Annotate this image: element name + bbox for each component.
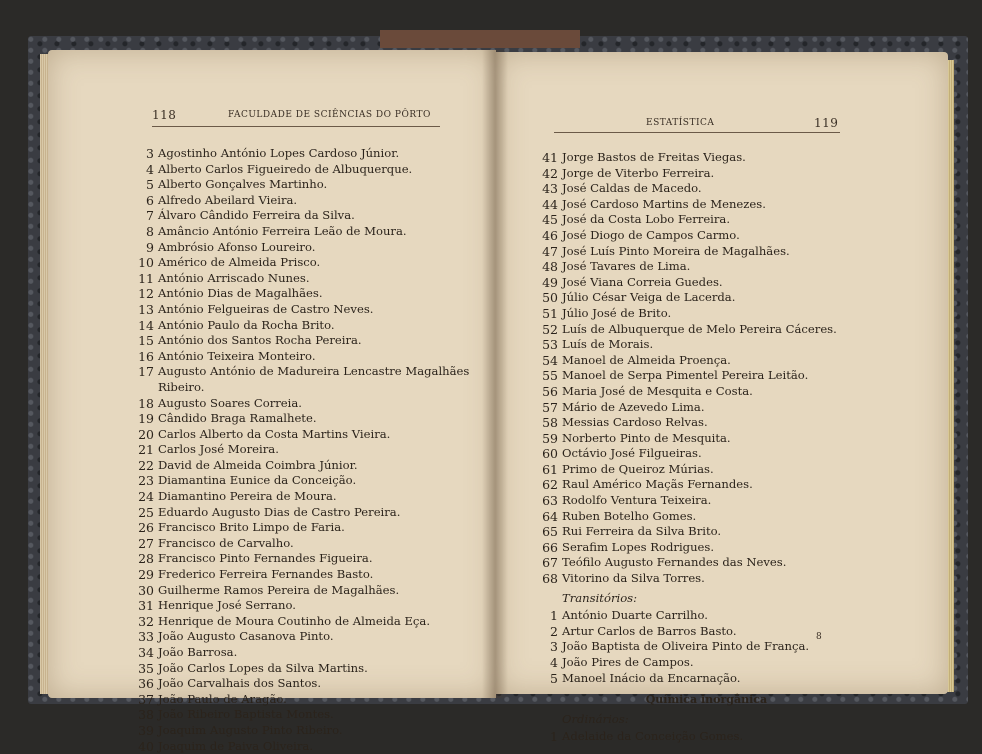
entry-number: 3 bbox=[146, 146, 154, 161]
entry-name: João Ribeiro Baptista Montes. bbox=[158, 707, 334, 722]
list-item bbox=[132, 536, 469, 552]
entry-number: 2 bbox=[550, 623, 558, 639]
entry-number: 17 bbox=[138, 364, 154, 380]
list-item bbox=[132, 505, 469, 521]
entry-name: Mário de Azevedo Lima. bbox=[562, 399, 705, 414]
list-item bbox=[536, 166, 837, 182]
entry-number: 15 bbox=[138, 333, 154, 349]
list-item bbox=[536, 306, 837, 322]
list-item bbox=[132, 614, 469, 630]
entry-name: Francisco Pinto Fernandes Figueira. bbox=[158, 551, 373, 566]
list-item bbox=[536, 571, 837, 587]
list-item bbox=[132, 489, 469, 505]
entry-name: António Arriscado Nunes. bbox=[158, 270, 310, 285]
entry-number: 35 bbox=[138, 660, 154, 676]
entry-number: 44 bbox=[542, 196, 558, 212]
entry-name: Amâncio António Ferreira Leão de Moura. bbox=[158, 223, 407, 238]
entry-number: 21 bbox=[138, 442, 154, 458]
entry-name: Francisco Brito Limpo de Faria. bbox=[158, 520, 345, 535]
header-rule bbox=[152, 126, 440, 127]
list-item bbox=[132, 661, 469, 677]
entry-name: Alberto Carlos Figueiredo de Albuquerque. bbox=[158, 161, 413, 176]
ordinarios-heading: Ordinários: bbox=[562, 711, 629, 726]
entry-name: Luís de Albuquerque de Melo Pereira Cáceres. bbox=[562, 321, 837, 336]
entry-name: Manoel de Serpa Pimentel Pereira Leitão. bbox=[562, 368, 809, 383]
entry-number: 55 bbox=[542, 368, 558, 384]
entry-number: 8 bbox=[146, 223, 154, 239]
entry-number: 20 bbox=[138, 426, 154, 442]
list-item bbox=[132, 146, 469, 162]
entry-name: António Paulo da Rocha Brito. bbox=[158, 317, 335, 332]
list-item bbox=[536, 212, 837, 228]
list-item bbox=[132, 567, 469, 583]
list-item bbox=[536, 197, 837, 213]
entry-number: 3 bbox=[550, 639, 558, 655]
entry-number: 64 bbox=[542, 508, 558, 524]
entry-name: Agostinho António Lopes Cardoso Júnior. bbox=[158, 146, 400, 160]
entry-number: 14 bbox=[138, 317, 154, 333]
entry-number: 4 bbox=[146, 161, 154, 177]
entry-number: 11 bbox=[138, 270, 154, 286]
list-item bbox=[536, 384, 837, 400]
list-item bbox=[536, 228, 837, 244]
list-item bbox=[132, 286, 469, 302]
entry-name: Adelaide da Conceição Gomes. bbox=[562, 729, 744, 744]
list-item bbox=[132, 723, 469, 739]
entry-name: José da Costa Lobo Ferreira. bbox=[562, 212, 731, 227]
entry-name: Joaquim de Paiva Oliveira. bbox=[158, 738, 314, 753]
entry-name: Alfredo Abeilard Vieira. bbox=[158, 192, 298, 207]
entry-number: 9 bbox=[146, 239, 154, 255]
entry-name: Carlos José Moreira. bbox=[158, 442, 279, 457]
list-item bbox=[536, 639, 837, 655]
entry-name: Serafim Lopes Rodrigues. bbox=[562, 539, 715, 554]
entry-name: Eduardo Augusto Dias de Castro Pereira. bbox=[158, 504, 401, 519]
entry-name: David de Almeida Coimbra Júnior. bbox=[158, 457, 358, 472]
entry-number: 22 bbox=[138, 457, 154, 473]
entry-name: João Pires de Campos. bbox=[562, 655, 694, 669]
entry-name: António Duarte Carrilho. bbox=[562, 608, 708, 623]
entry-number: 42 bbox=[542, 165, 558, 181]
list-item bbox=[132, 240, 469, 256]
list-item bbox=[132, 255, 469, 271]
list-item bbox=[132, 739, 469, 754]
entry-name: Júlio César Veiga de Lacerda. bbox=[562, 290, 736, 305]
entry-number: 41 bbox=[542, 150, 558, 165]
entry-name: Frederico Ferreira Fernandes Basto. bbox=[158, 567, 374, 582]
list-item bbox=[536, 244, 837, 260]
list-item bbox=[132, 364, 469, 380]
entry-name: Ambrósio Afonso Loureiro. bbox=[158, 239, 316, 254]
list-item bbox=[132, 442, 469, 458]
list-item bbox=[536, 462, 837, 478]
list-item bbox=[132, 349, 469, 365]
page-number: 118 bbox=[152, 108, 177, 122]
student-list-right bbox=[536, 150, 837, 745]
entry-number: 39 bbox=[138, 722, 154, 738]
entry-number: 1 bbox=[550, 729, 558, 745]
entry-number: 66 bbox=[542, 539, 558, 555]
entry-number: 37 bbox=[138, 691, 154, 707]
entry-name: José Caldas de Macedo. bbox=[562, 181, 702, 196]
entry-number: 57 bbox=[542, 399, 558, 415]
list-item bbox=[132, 520, 469, 536]
entry-number: 63 bbox=[542, 493, 558, 509]
list-item bbox=[536, 259, 837, 275]
list-item bbox=[132, 318, 469, 334]
entry-number: 59 bbox=[542, 430, 558, 446]
entry-name: João Carlos Lopes da Silva Martins. bbox=[158, 660, 368, 675]
entry-name: Ribeiro. bbox=[158, 379, 205, 394]
entry-name: Augusto António de Madureira Lencastre Magalhães bbox=[158, 364, 470, 379]
entry-name: Américo de Almeida Prisco. bbox=[158, 255, 321, 270]
entry-name: António Felgueiras de Castro Neves. bbox=[158, 301, 374, 316]
entry-number: 26 bbox=[138, 520, 154, 536]
student-list bbox=[132, 146, 469, 754]
list-item bbox=[536, 431, 837, 447]
running-head: FACULDADE DE SCIÊNCIAS DO PÔRTO bbox=[228, 110, 431, 120]
entry-name: Henrique José Serrano. bbox=[158, 598, 296, 613]
list-item bbox=[132, 224, 469, 240]
entry-number: 32 bbox=[138, 613, 154, 629]
entry-number: 29 bbox=[138, 567, 154, 583]
entry-name: Raul Américo Maçãs Fernandes. bbox=[562, 477, 753, 492]
list-item bbox=[132, 208, 469, 224]
entry-number: 6 bbox=[146, 192, 154, 208]
list-item bbox=[536, 415, 837, 431]
entry-number: 61 bbox=[542, 461, 558, 477]
list-item bbox=[536, 608, 837, 624]
entry-number: 7 bbox=[146, 208, 154, 224]
entry-name: Artur Carlos de Barros Basto. bbox=[562, 623, 737, 638]
entry-number: 27 bbox=[138, 535, 154, 551]
entry-name: Manoel Inácio da Encarnação. bbox=[562, 670, 741, 685]
header-rule bbox=[554, 132, 840, 133]
entry-name: João Augusto Casanova Pinto. bbox=[158, 629, 334, 644]
list-item bbox=[132, 629, 469, 645]
list-item bbox=[132, 598, 469, 614]
entry-name: Henrique de Moura Coutinho de Almeida Eça. bbox=[158, 613, 431, 628]
entry-number: 19 bbox=[138, 411, 154, 427]
entry-name: José Luís Pinto Moreira de Magalhães. bbox=[562, 243, 790, 258]
entry-number: 33 bbox=[138, 629, 154, 645]
list-item bbox=[132, 458, 469, 474]
entry-name: Messias Cardoso Relvas. bbox=[562, 415, 708, 430]
list-item bbox=[132, 333, 469, 349]
entry-name: Maria José de Mesquita e Costa. bbox=[562, 383, 753, 398]
entry-name: Norberto Pinto de Mesquita. bbox=[562, 430, 731, 445]
entry-name: António dos Santos Rocha Pereira. bbox=[158, 333, 362, 348]
entry-number: 45 bbox=[542, 212, 558, 228]
entry-number: 30 bbox=[138, 582, 154, 598]
entry-name: Diamantino Pereira de Moura. bbox=[158, 489, 337, 504]
entry-number: 24 bbox=[138, 489, 154, 505]
list-item bbox=[536, 509, 837, 525]
entry-number: 16 bbox=[138, 348, 154, 364]
list-item bbox=[536, 400, 837, 416]
entry-number: 58 bbox=[542, 415, 558, 431]
list-item bbox=[132, 427, 469, 443]
list-item bbox=[132, 396, 469, 412]
entry-name: João Barrosa. bbox=[158, 645, 238, 659]
entry-name: José Viana Correia Guedes. bbox=[562, 274, 723, 289]
entry-number: 13 bbox=[138, 301, 154, 317]
entry-name: José Diogo de Campos Carmo. bbox=[562, 227, 740, 242]
entry-name: António Dias de Magalhães. bbox=[158, 286, 323, 301]
entry-name: João Paulo de Aragão. bbox=[158, 691, 287, 706]
ordinarios-list bbox=[536, 729, 837, 745]
list-item bbox=[536, 275, 837, 291]
entry-number: 23 bbox=[138, 473, 154, 489]
list-item bbox=[536, 322, 837, 338]
entry-number: 43 bbox=[542, 181, 558, 197]
entry-name: Guilherme Ramos Pereira de Magalhães. bbox=[158, 582, 400, 597]
entry-name: Ruben Botelho Gomes. bbox=[562, 508, 697, 523]
list-item bbox=[536, 624, 837, 640]
section-title: Química inorgânica bbox=[645, 693, 768, 707]
list-item bbox=[536, 181, 837, 197]
entry-number: 47 bbox=[542, 243, 558, 259]
entry-name: Cândido Braga Ramalhete. bbox=[158, 411, 317, 426]
entry-name: Octávio José Filgueiras. bbox=[562, 446, 702, 461]
entry-number: 10 bbox=[138, 255, 154, 271]
entry-number: 65 bbox=[542, 524, 558, 540]
entry-number: 53 bbox=[542, 337, 558, 353]
entry-number: 68 bbox=[542, 571, 558, 587]
list-item bbox=[132, 271, 469, 287]
entry-name: Joaquim Augusto Pinto Ribeiro. bbox=[158, 722, 343, 737]
list-item bbox=[132, 583, 469, 599]
entry-number: 5 bbox=[146, 177, 154, 193]
entry-number: 18 bbox=[138, 395, 154, 411]
list-item bbox=[536, 477, 837, 493]
list-item bbox=[536, 555, 837, 571]
entry-name: Manoel de Almeida Proença. bbox=[562, 352, 731, 367]
entry-name: Júlio José de Brito. bbox=[562, 305, 672, 320]
entry-number: 49 bbox=[542, 274, 558, 290]
list-item bbox=[132, 162, 469, 178]
entry-name: Carlos Alberto da Costa Martins Vieira. bbox=[158, 426, 391, 441]
entry-number: 40 bbox=[138, 738, 154, 754]
entry-name: Álvaro Cândido Ferreira da Silva. bbox=[158, 208, 355, 223]
entry-number: 52 bbox=[542, 321, 558, 337]
ordinary-list bbox=[536, 150, 837, 587]
entry-name: João Baptista de Oliveira Pinto de França. bbox=[562, 639, 810, 654]
right-page bbox=[496, 52, 948, 745]
entry-name: Alberto Gonçalves Martinho. bbox=[158, 177, 328, 192]
list-item bbox=[536, 524, 837, 540]
entry-name: Jorge de Viterbo Ferreira. bbox=[562, 165, 715, 180]
list-item bbox=[536, 368, 837, 384]
list-item bbox=[132, 302, 469, 318]
entry-name: José Tavares de Lima. bbox=[562, 259, 691, 274]
list-item bbox=[132, 380, 469, 396]
running-head: ESTATÍSTICA bbox=[646, 118, 715, 128]
list-item bbox=[132, 177, 469, 193]
book-gutter bbox=[482, 50, 508, 698]
entry-number: 60 bbox=[542, 446, 558, 462]
entry-name: Teófilo Augusto Fernandes das Neves. bbox=[562, 555, 787, 570]
entry-number: 54 bbox=[542, 352, 558, 368]
entry-name: João Carvalhais dos Santos. bbox=[158, 676, 322, 691]
entry-number: 46 bbox=[542, 227, 558, 243]
list-item bbox=[536, 150, 837, 166]
list-item bbox=[536, 655, 837, 671]
list-item bbox=[132, 473, 469, 489]
entry-name: Jorge Bastos de Freitas Viegas. bbox=[562, 150, 746, 164]
list-item bbox=[536, 446, 837, 462]
entry-number: 1 bbox=[550, 608, 558, 624]
list-item bbox=[536, 337, 837, 353]
entry-number: 12 bbox=[138, 286, 154, 302]
entry-number: 25 bbox=[138, 504, 154, 520]
entry-name: Francisco de Carvalho. bbox=[158, 535, 294, 550]
transitorios-heading: Transitórios: bbox=[562, 590, 638, 605]
transitorios-list bbox=[536, 608, 837, 686]
list-item bbox=[132, 193, 469, 209]
entry-number bbox=[132, 380, 154, 396]
page-number: 119 bbox=[814, 116, 839, 130]
entry-name: Primo de Queiroz Múrias. bbox=[562, 461, 714, 476]
list-item bbox=[132, 692, 469, 708]
list-item bbox=[132, 676, 469, 692]
entry-number: 4 bbox=[550, 655, 558, 670]
list-item bbox=[536, 290, 837, 306]
list-item bbox=[536, 671, 837, 687]
left-page bbox=[48, 50, 496, 754]
entry-number: 31 bbox=[138, 598, 154, 614]
list-item bbox=[132, 551, 469, 567]
entry-name: Rui Ferreira da Silva Brito. bbox=[562, 524, 722, 539]
list-item bbox=[536, 493, 837, 509]
entry-number: 28 bbox=[138, 551, 154, 567]
entry-number: 36 bbox=[138, 676, 154, 692]
entry-number: 62 bbox=[542, 477, 558, 493]
list-item bbox=[132, 707, 469, 723]
entry-name: Augusto Soares Correia. bbox=[158, 395, 302, 410]
entry-number: 51 bbox=[542, 305, 558, 321]
entry-number: 38 bbox=[138, 707, 154, 723]
entry-name: José Cardoso Martins de Menezes. bbox=[562, 196, 766, 211]
entry-name: Vitorino da Silva Torres. bbox=[562, 571, 705, 586]
entry-number: 34 bbox=[138, 645, 154, 660]
entry-name: Diamantina Eunice da Conceição. bbox=[158, 473, 357, 488]
entry-number: 67 bbox=[542, 555, 558, 571]
entry-number: 48 bbox=[542, 259, 558, 275]
entry-name: António Teixeira Monteiro. bbox=[158, 348, 316, 363]
book-spine bbox=[380, 30, 580, 48]
entry-name: Rodolfo Ventura Teixeira. bbox=[562, 493, 712, 508]
entry-number: 56 bbox=[542, 383, 558, 399]
entry-name: Luís de Morais. bbox=[562, 337, 654, 352]
list-item bbox=[132, 645, 469, 661]
list-item bbox=[132, 411, 469, 427]
list-item bbox=[536, 540, 837, 556]
list-item bbox=[536, 729, 837, 745]
list-item bbox=[536, 353, 837, 369]
entry-number: 50 bbox=[542, 290, 558, 306]
signature-mark: 8 bbox=[816, 632, 822, 642]
entry-number: 5 bbox=[550, 670, 558, 686]
